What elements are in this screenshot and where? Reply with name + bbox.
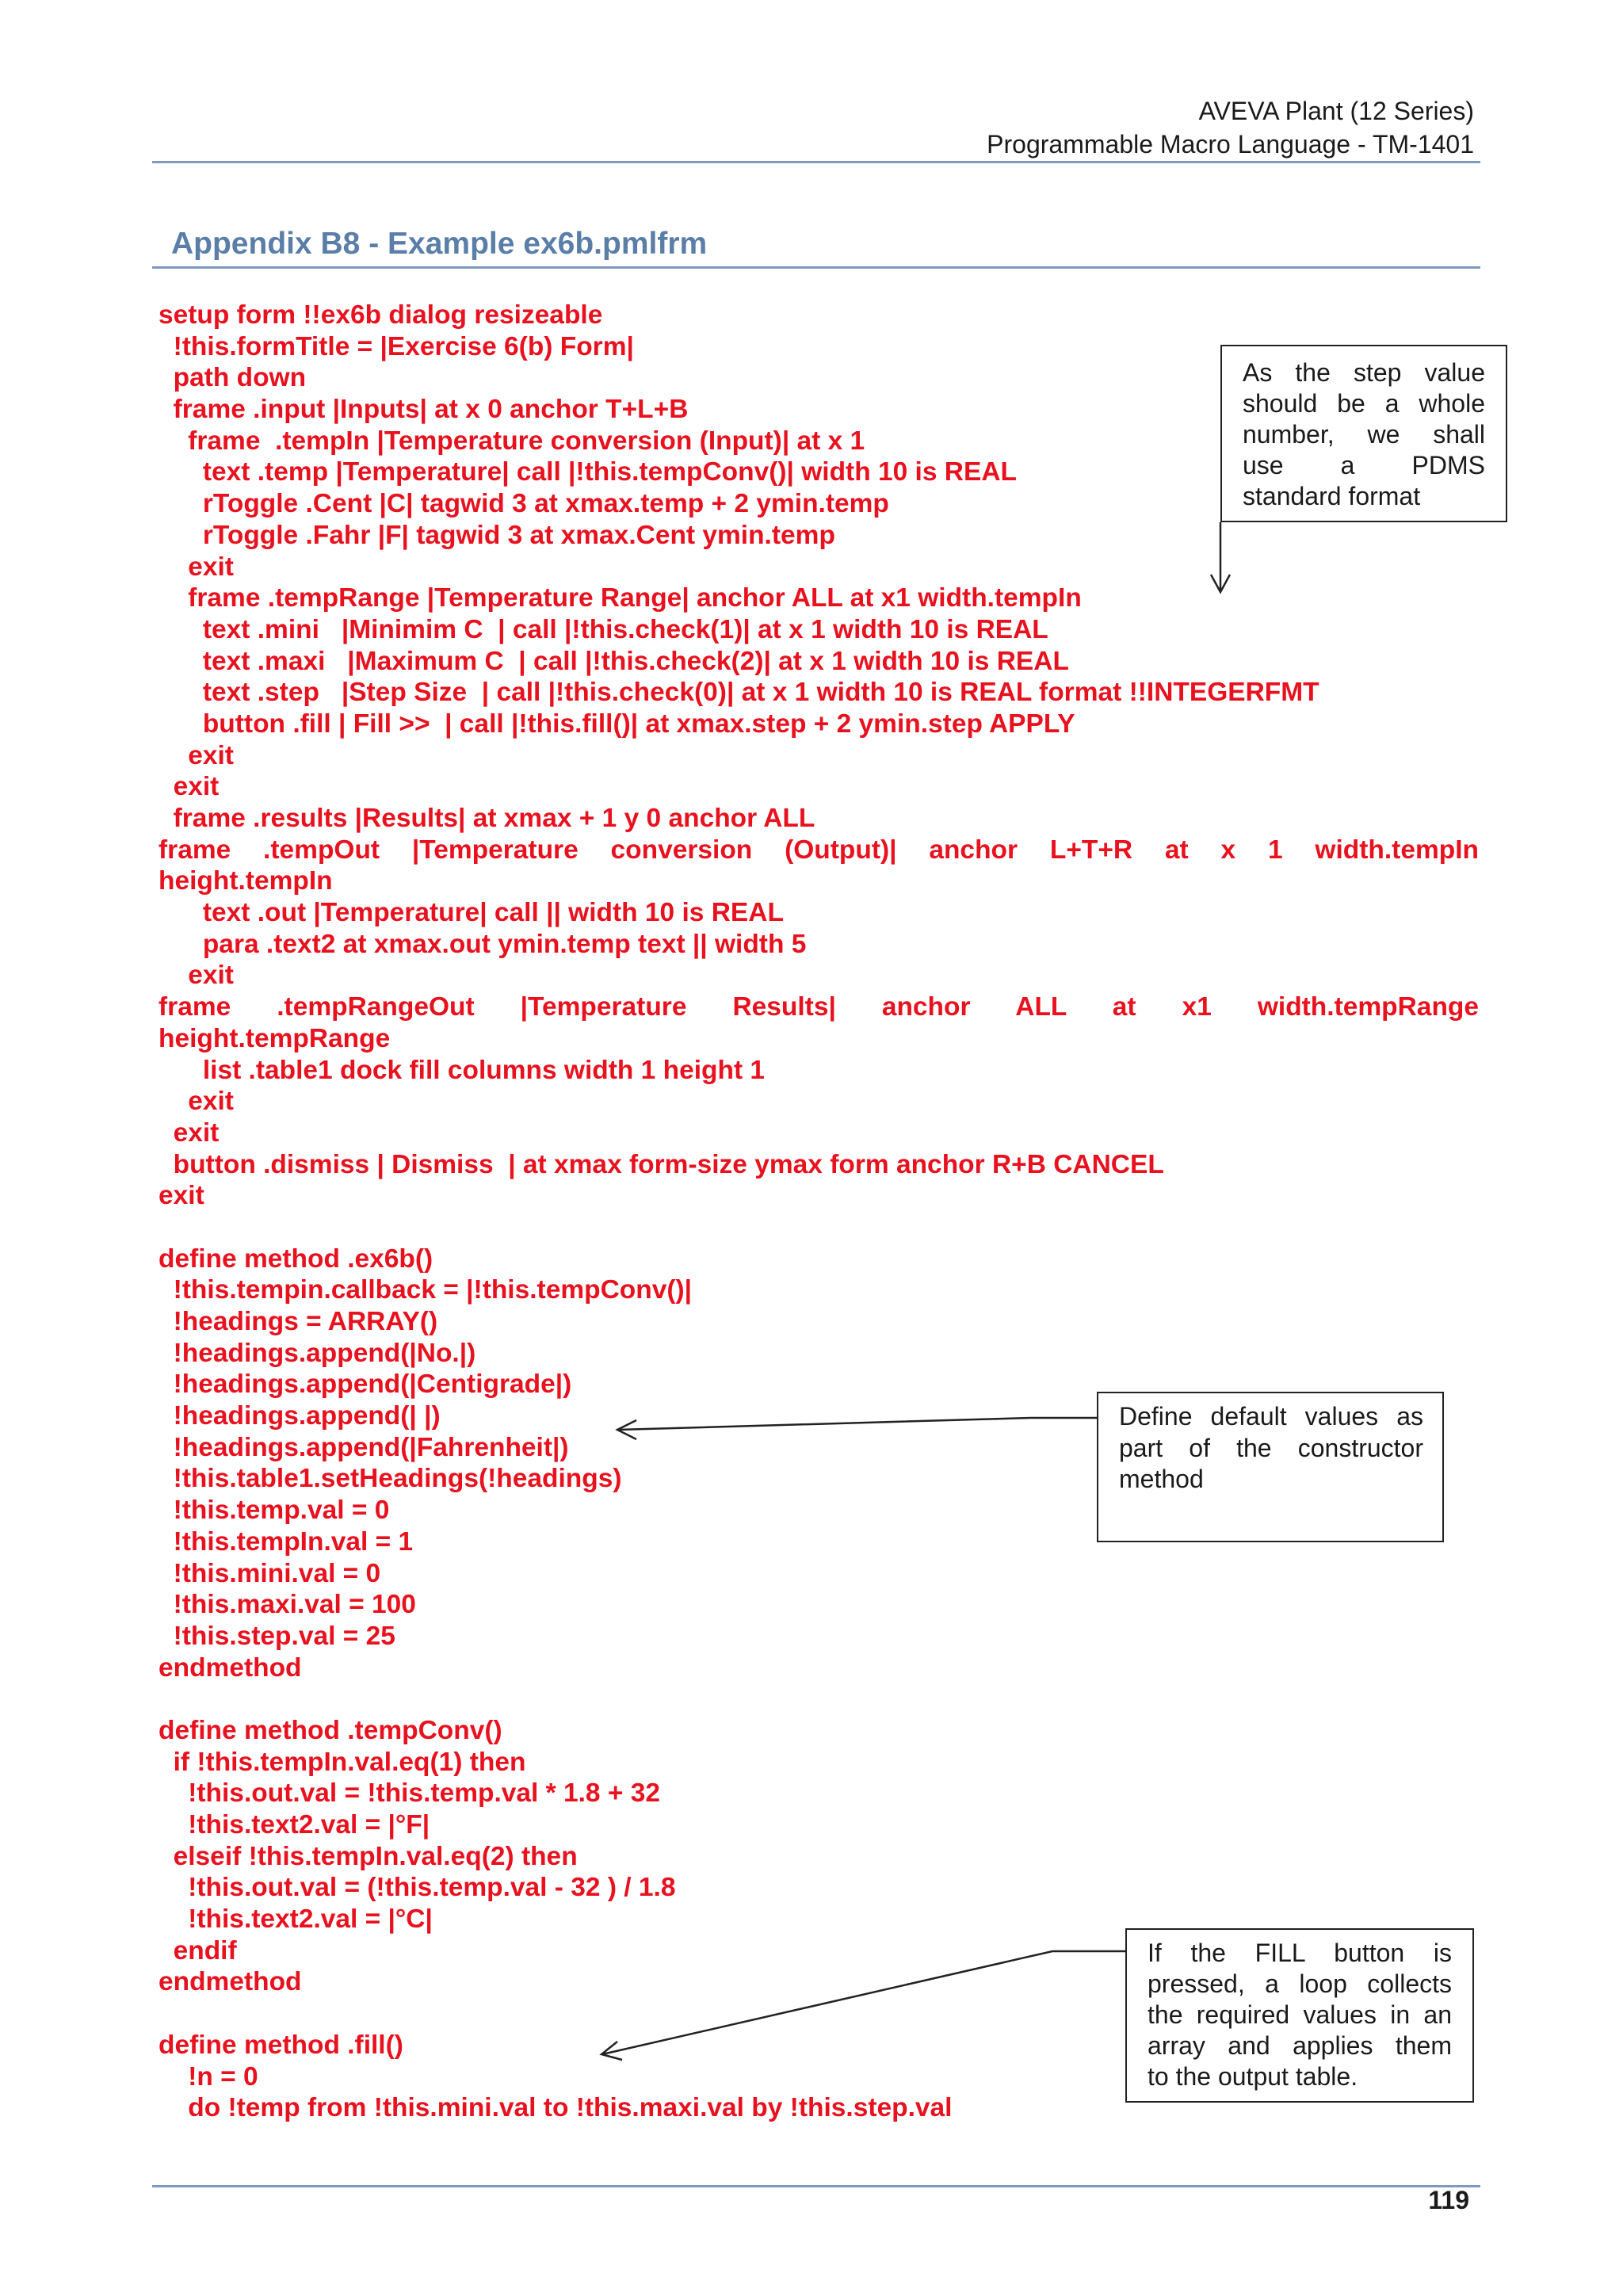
callout-line: If the FILL button is xyxy=(1148,1939,1452,1967)
code-line: height.tempRange xyxy=(158,1023,391,1053)
code-line: exit xyxy=(158,961,234,991)
callout-line: number, we shall xyxy=(1243,420,1485,449)
callout-line: the required values in an xyxy=(1148,2000,1452,2029)
code-line: !n = 0 xyxy=(158,2061,258,2092)
code-line: setup form !!ex6b dialog resizeable xyxy=(158,300,603,330)
code-line: !this.step.val = 25 xyxy=(158,1621,395,1651)
code-line: !headings.append(|Fahrenheit|) xyxy=(158,1432,569,1462)
arrow-step-note xyxy=(1211,522,1230,592)
code-line: define method .ex6b() xyxy=(158,1244,433,1274)
footer-rule xyxy=(152,2185,1480,2187)
code-line: exit xyxy=(158,772,220,802)
code-line: !this.text2.val = |°F| xyxy=(158,1810,430,1839)
code-line: do !temp from !this.mini.val to !this.maxi.val by !this.step.val xyxy=(158,2093,953,2123)
code-line: endmethod xyxy=(158,1967,302,1997)
code-line: exit xyxy=(158,1181,204,1211)
callout-line: should be a whole xyxy=(1243,389,1485,418)
code-line: path down xyxy=(158,363,307,393)
code-line: define method .fill() xyxy=(158,2030,403,2060)
code-line: button .fill | Fill >> | call |!this.fill()| at xmax.step + 2 ymin.step APPLY xyxy=(158,709,1075,739)
header-product: AVEVA Plant (12 Series) xyxy=(1198,97,1474,125)
code-line: endif xyxy=(158,1935,237,1966)
code-line: !headings.append(| |) xyxy=(158,1401,441,1431)
code-line: rToggle .Cent |C| tagwid 3 at xmax.temp + 2 ymin.temp xyxy=(158,489,889,519)
callout-line: Define default values as xyxy=(1119,1402,1423,1431)
page-number: 119 xyxy=(1428,2186,1469,2214)
code-line: text .temp |Temperature| call |!this.tempConv()| width 10 is REAL xyxy=(158,457,1017,487)
code-line: rToggle .Fahr |F| tagwid 3 at xmax.Cent ymin.temp xyxy=(158,520,835,550)
callout-line: use a PDMS xyxy=(1243,451,1485,479)
code-line: elseif !this.tempIn.val.eq(2) then xyxy=(158,1841,578,1871)
code-line: frame .tempRangeOut |Temperature Results| anchor ALL at x1 width.tempRange xyxy=(158,992,1479,1022)
code-line: button .dismiss | Dismiss | at xmax form-size ymax form anchor R+B CANCEL xyxy=(158,1149,1164,1179)
callout-line: part of the constructor xyxy=(1119,1433,1423,1462)
code-line: frame .input |Inputs| at x 0 anchor T+L+B xyxy=(158,395,689,425)
code-line: exit xyxy=(158,1117,220,1148)
code-line: !headings.append(|No.|) xyxy=(158,1338,476,1368)
code-line: !this.tempin.callback = |!this.tempConv()| xyxy=(158,1275,693,1305)
callout-line: standard format xyxy=(1243,482,1421,510)
code-line: exit xyxy=(158,1087,234,1117)
code-line: height.tempIn xyxy=(158,866,333,896)
code-line: text .maxi |Maximum C | call |!this.check(2)| at x 1 width 10 is REAL xyxy=(158,646,1069,676)
code-line: list .table1 dock fill columns width 1 height 1 xyxy=(158,1055,766,1085)
code-line: text .mini |Minimim C | call |!this.check(1)| at x 1 width 10 is REAL xyxy=(158,614,1048,644)
code-line: define method .tempConv() xyxy=(158,1715,502,1745)
section-title: Appendix B8 - Example ex6b.pmlfrm xyxy=(171,227,708,261)
arrow-defaults-note xyxy=(617,1418,1097,1439)
code-line: !this.out.val = (!this.temp.val - 32 ) / 1.8 xyxy=(158,1873,676,1903)
code-line: !this.tempIn.val = 1 xyxy=(158,1526,414,1557)
callout-line: As the step value xyxy=(1243,358,1485,387)
code-line: !this.maxi.val = 100 xyxy=(158,1590,416,1620)
code-line: text .out |Temperature| call || width 10 is REAL xyxy=(158,898,784,928)
code-line: !this.temp.val = 0 xyxy=(158,1496,390,1526)
code-line: !headings = ARRAY() xyxy=(158,1307,438,1336)
code-line: if !this.tempIn.val.eq(1) then xyxy=(158,1747,526,1777)
code-line: !headings.append(|Centigrade|) xyxy=(158,1370,572,1400)
code-line: endmethod xyxy=(158,1652,302,1683)
code-line: para .text2 at xmax.out ymin.temp text || width 5 xyxy=(158,929,807,959)
code-line: text .step |Step Size | call |!this.check(0)| at x 1 width 10 is REAL format !!INTEGERFMT xyxy=(158,678,1319,708)
code-line: !this.mini.val = 0 xyxy=(158,1558,381,1588)
header-course: Programmable Macro Language - TM-1401 xyxy=(987,130,1474,159)
callout-line: to the output table. xyxy=(1148,2062,1358,2091)
code-line: !this.formTitle = |Exercise 6(b) Form| xyxy=(158,331,634,361)
callout-line: array and applies them xyxy=(1148,2031,1452,2060)
code-line: frame .results |Results| at xmax + 1 y 0 anchor ALL xyxy=(158,804,815,833)
code-line: !this.out.val = !this.temp.val * 1.8 + 32 xyxy=(158,1778,660,1809)
code-line: !this.text2.val = |°C| xyxy=(158,1904,433,1935)
callout-line: pressed, a loop collects xyxy=(1148,1969,1452,1998)
code-line: frame .tempIn |Temperature conversion (Input)| at x 1 xyxy=(158,426,865,456)
code-line: frame .tempOut |Temperature conversion (Output)| anchor L+T+R at x 1 width.tempIn xyxy=(158,835,1479,865)
callout-line: method xyxy=(1119,1465,1204,1493)
arrow-fill-note xyxy=(601,1951,1125,2060)
code-line: exit xyxy=(158,740,234,770)
code-line: frame .tempRange |Temperature Range| anchor ALL at x1 width.tempIn xyxy=(158,583,1082,613)
code-line: !this.table1.setHeadings(!headings) xyxy=(158,1464,622,1494)
code-line: exit xyxy=(158,552,234,582)
